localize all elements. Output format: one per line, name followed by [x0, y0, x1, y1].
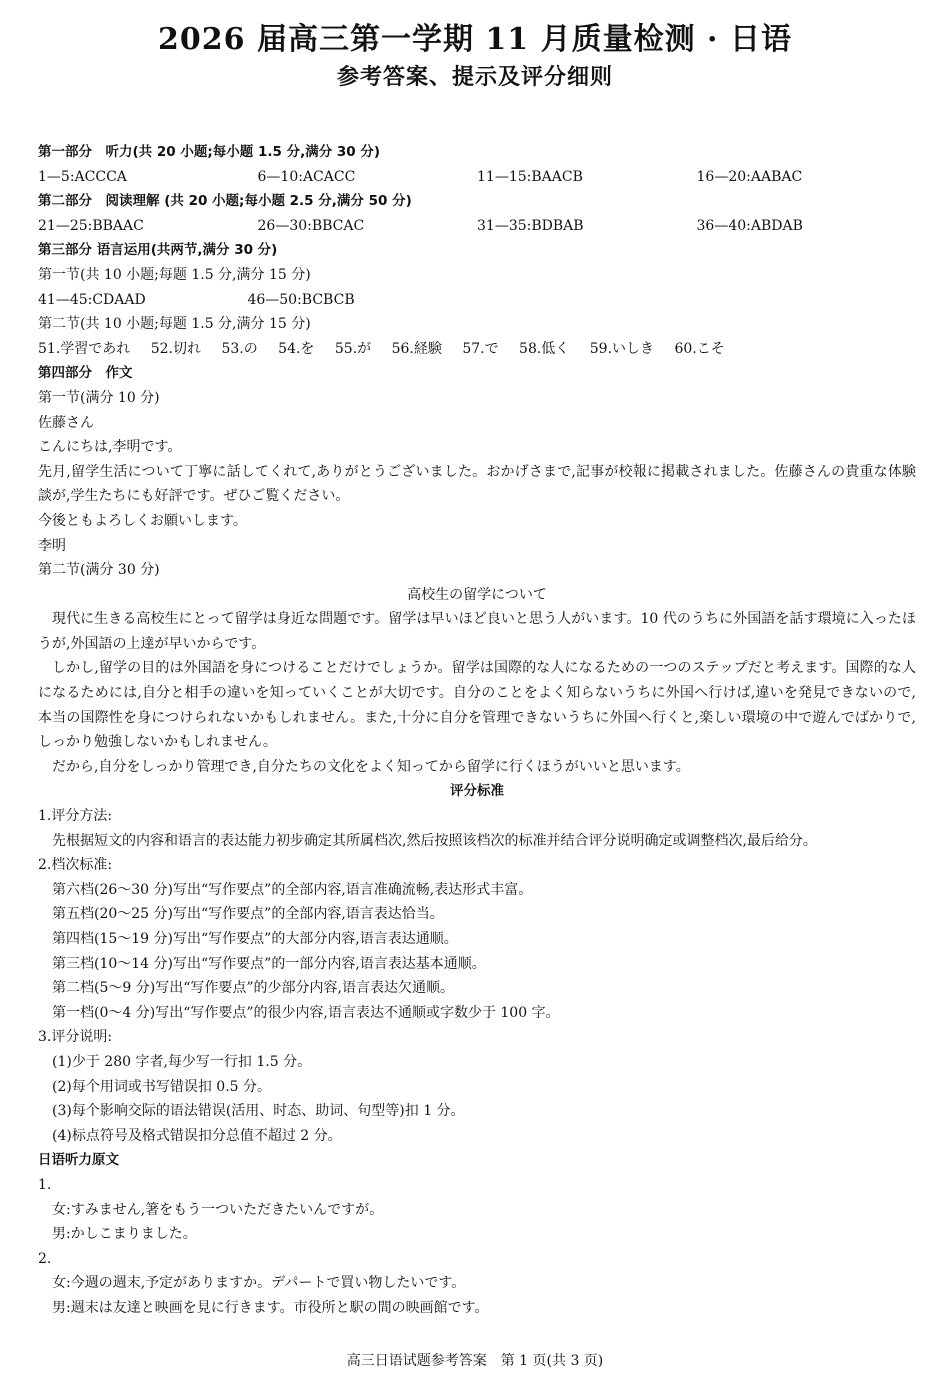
blank-answer: 52.切れ	[150, 340, 201, 357]
dialogue-line: 男:かしこまりました。	[52, 1226, 197, 1243]
scoring-level: 第四档(15～19 分)写出“写作要点”的大部分内容,语言表达通顺。	[52, 931, 458, 947]
scoring-note: (1)少于 280 字者,每少写一行扣 1.5 分。	[52, 1053, 312, 1070]
answer-group: 16—20:AABAC	[696, 168, 803, 185]
part2-answers	[38, 214, 916, 239]
answer-group: 26—30:BBCAC	[257, 217, 365, 234]
scoring-method-label: 1.评分方法:	[38, 808, 113, 825]
blank-answer: 58.低く	[519, 340, 570, 357]
blank-answer: 55.が	[334, 340, 372, 357]
letter-line: 今後ともよろしくお願いします。	[38, 512, 247, 529]
scoring-level: 第二档(5～9 分)写出“写作要点”的少部分内容,语言表达欠通顺。	[52, 980, 454, 997]
part3-section1-heading: 第一节(共 10 小题;每题 1.5 分,满分 15 分)	[38, 266, 311, 283]
letter-body: 先月,留学生活について丁寧に話してくれて,ありがとうございました。おかげさまで,記事が校報に掲載されました。佐藤さんの貴重な体験談が,学生たちにも好評です。ぜひご覧ください。	[38, 463, 916, 505]
blank-answer: 60.こそ	[674, 340, 725, 357]
page-footer: 高三日语试题参考答案 第 1 页(共 3 页)	[346, 1353, 604, 1369]
essay-title: 高校生の留学について	[407, 586, 547, 603]
part1-heading: 第一部分 听力(共 20 小题;每小题 1.5 分,满分 30 分)	[38, 144, 381, 160]
blank-answer: 59.いしき	[589, 340, 655, 357]
answer-group: 36—40:ABDAB	[696, 217, 803, 234]
blank-answer: 56.経験	[391, 340, 442, 357]
listening-question-number: 2.	[38, 1250, 52, 1267]
letter-greeting-name: 佐藤さん	[38, 414, 94, 431]
listening-heading: 日语听力原文	[38, 1152, 119, 1169]
part3-section2-answers	[38, 337, 916, 362]
scoring-heading: 评分标准	[450, 783, 504, 800]
scoring-notes-label: 3.评分说明:	[38, 1029, 113, 1046]
scoring-levels-label: 2.档次标准:	[38, 857, 113, 874]
part2-heading: 第二部分 阅读理解 (共 20 小题;每小题 2.5 分,满分 50 分)	[38, 193, 412, 210]
answer-content	[38, 140, 916, 1321]
part4-section1-heading: 第一节(满分 10 分)	[38, 389, 160, 406]
part4-heading: 第四部分 作文	[38, 365, 133, 382]
blank-answer: 54.を	[278, 340, 315, 357]
part1-answers	[38, 165, 916, 190]
page-title: 2026 届高三第一学期 11 月质量检测 · 日语	[158, 22, 792, 57]
scoring-note: (2)每个用词或书写错误扣 0.5 分。	[52, 1078, 271, 1095]
part3-heading: 第三部分 语言运用(共两节,满分 30 分)	[38, 242, 278, 259]
essay-paragraph: だから,自分をしっかり管理でき,自分たちの文化をよく知ってから留学に行くほうがいいと思います。	[52, 758, 690, 775]
answer-group: 6—10:ACACC	[257, 168, 356, 185]
answer-group: 11—15:BAACB	[477, 168, 583, 185]
dialogue-line: 男:週末は友達と映画を見に行きます。市役所と駅の間の映画館です。	[52, 1299, 489, 1316]
dialogue-line: 女:今週の週末,予定がありますか。デパートで買い物したいです。	[52, 1275, 466, 1292]
scoring-note: (3)每个影响交际的语法错误(活用、时态、助词、句型等)扣 1 分。	[52, 1103, 465, 1120]
answer-group: 46—50:BCBCB	[247, 291, 355, 308]
answer-group: 1—5:ACCCA	[38, 168, 127, 185]
part3-section1-answers	[38, 288, 916, 313]
part3-section2-heading: 第二节(共 10 小题;每题 1.5 分,满分 15 分)	[38, 316, 311, 333]
dialogue-line: 女:すみません,箸をもう一ついただきたいんですが。	[52, 1201, 384, 1218]
scoring-level: 第一档(0～4 分)写出“写作要点”的很少内容,语言表达不通顺或字数少于 100 字。	[52, 1004, 560, 1021]
scoring-method-text: 先根据短文的内容和语言的表达能力初步确定其所属档次,然后按照该档次的标准并结合评分说明确定或调整档次,最后给分。	[52, 832, 817, 849]
answer-group: 21—25:BBAAC	[38, 217, 144, 234]
listening-question-number: 1.	[38, 1176, 52, 1193]
blank-answer: 51.学習であれ	[38, 340, 131, 357]
scoring-level: 第三档(10～14 分)写出“写作要点”的一部分内容,语言表达基本通顺。	[52, 955, 486, 972]
blank-answer: 53.の	[221, 340, 258, 357]
part4-section2-heading: 第二节(满分 30 分)	[38, 562, 160, 579]
page-subtitle: 参考答案、提示及评分细则	[336, 64, 613, 90]
scoring-note: (4)标点符号及格式错误扣分总值不超过 2 分。	[52, 1127, 342, 1144]
answer-group: 31—35:BDBAB	[477, 217, 584, 234]
letter-signature: 李明	[38, 537, 66, 554]
blank-answer: 57.で	[462, 340, 499, 357]
scoring-level: 第六档(26～30 分)写出“写作要点”的全部内容,语言准确流畅,表达形式丰富。	[52, 881, 533, 898]
scoring-level: 第五档(20～25 分)写出“写作要点”的全部内容,语言表达恰当。	[52, 906, 444, 923]
answer-group: 41—45:CDAAD	[38, 291, 146, 308]
essay-paragraph: しかし,留学の目的は外国語を身につけることだけでしょうか。留学は国際的な人になるための一つのステップだと考えます。国際的な人になるためには,自分と相手の違いを知っていくことが大切です。自分のことをよく知らないうちに外国へ行けば,違いを発見できないので,本当の国際性を身につけられないかもしれません。また,十分に自分を管理できないうちに外国へ行くと,楽しい環境の中で遊んでばかりで,しっかり勉強しないかもしれません。	[38, 660, 916, 751]
letter-line: こんにちは,李明です。	[38, 439, 182, 456]
essay-paragraph: 現代に生きる高校生にとって留学は身近な問題です。留学は早いほど良いと思う人がいます。10 代のうちに外国語を話す環境に入ったほうが,外国語の上達が早いからです。	[38, 611, 916, 652]
